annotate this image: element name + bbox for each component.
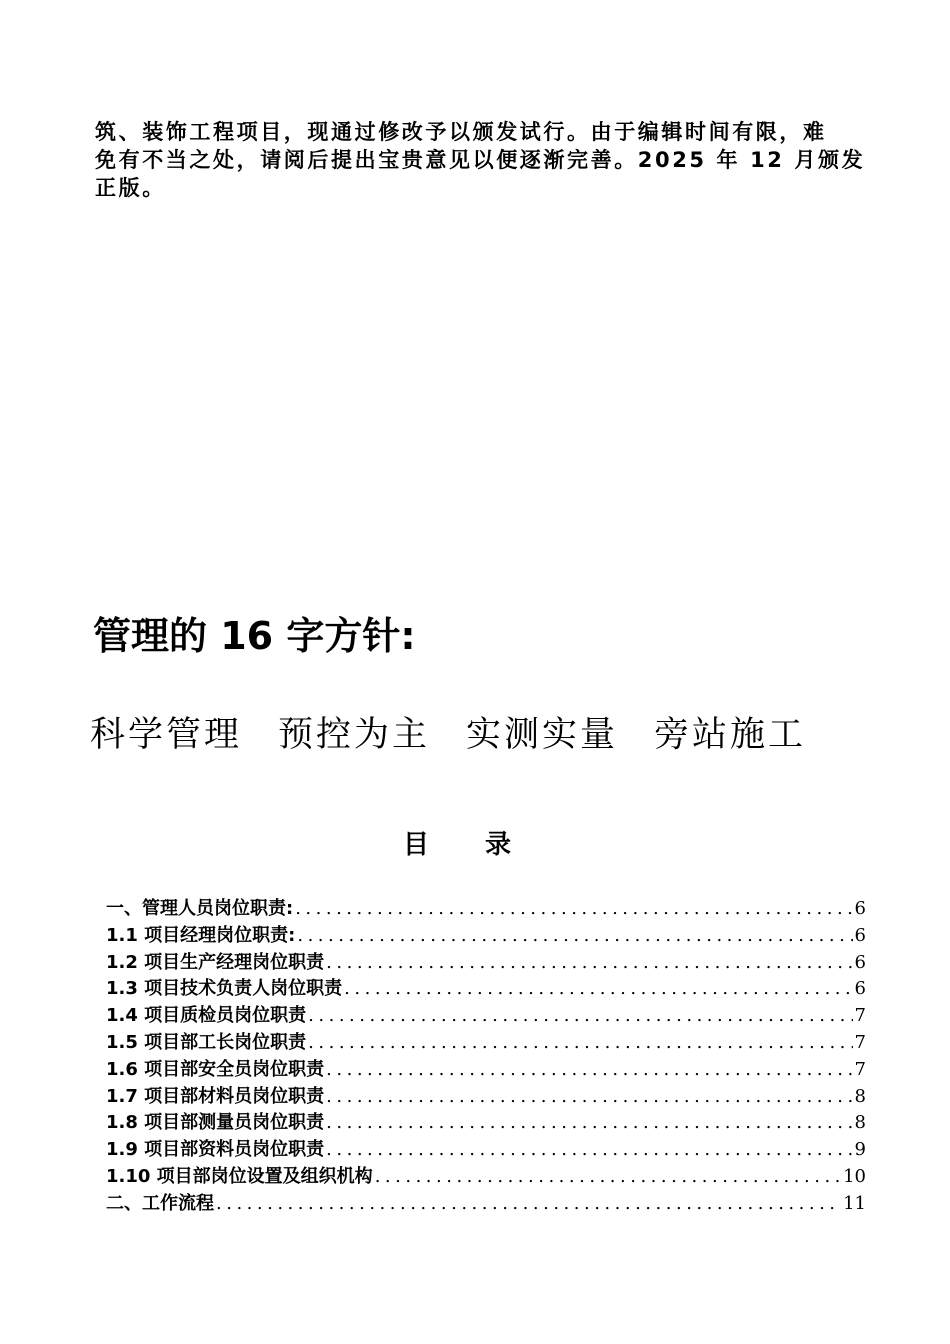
toc-entry-page: 11 — [843, 1192, 866, 1214]
motto-phrases — [90, 712, 806, 758]
toc-entry-label: 1.8 项目部测量员岗位职责 — [106, 1112, 325, 1134]
motto-phrase: 旁站施工 — [654, 715, 807, 755]
toc-heading: 目录 — [402, 830, 567, 860]
toc-entry-label: 1.4 项目质检员岗位职责 — [106, 1005, 307, 1027]
toc-entry[interactable] — [106, 896, 866, 923]
toc-entry[interactable] — [106, 1110, 866, 1137]
toc-dot-leader — [297, 923, 852, 949]
intro-line: 免有不当之处，请阅后提出宝贵意见以便逐渐完善。2025 年 12 月颁发 — [95, 148, 866, 172]
toc-dot-leader — [308, 1003, 852, 1029]
toc-dot-leader — [308, 1030, 852, 1056]
toc-entry-label: 1.1 项目经理岗位职责: — [106, 924, 296, 946]
toc-entry[interactable] — [106, 1084, 866, 1111]
toc-entry-page: 7 — [854, 1031, 866, 1053]
toc-dot-leader — [326, 950, 852, 976]
intro-line: 筑、装饰工程项目，现通过修改予以颁发试行。由于编辑时间有限，难 — [95, 120, 827, 144]
toc-entry-page: 8 — [854, 1112, 866, 1134]
toc-dot-leader — [216, 1191, 841, 1217]
toc-entry-label: 1.6 项目部安全员岗位职责 — [106, 1058, 325, 1080]
toc-entry[interactable] — [106, 1003, 866, 1030]
toc-dot-leader — [326, 1057, 852, 1083]
toc-entry[interactable] — [106, 950, 866, 977]
motto-phrase: 预控为主 — [278, 715, 431, 755]
toc-entry-page: 10 — [843, 1165, 866, 1187]
toc-entry-label: 一、管理人员岗位职责: — [106, 898, 294, 919]
toc-entry[interactable] — [106, 1030, 866, 1057]
motto-phrase: 实测实量 — [466, 715, 619, 755]
toc-dot-leader — [344, 976, 852, 1002]
intro-line: 正版。 — [95, 176, 166, 200]
toc-dot-leader — [326, 1084, 852, 1110]
motto-title: 管理的 16 字方针: — [93, 614, 416, 658]
toc-entry-page: 8 — [854, 1085, 866, 1107]
toc-entry[interactable] — [106, 1137, 866, 1164]
toc-dot-leader — [375, 1164, 841, 1190]
toc-entry-page: 6 — [854, 924, 866, 946]
toc-entry-label: 1.2 项目生产经理岗位职责 — [106, 951, 325, 973]
toc-entry[interactable] — [106, 923, 866, 950]
toc-entry-label: 1.3 项目技术负责人岗位职责 — [106, 978, 343, 1000]
toc-entry-label: 1.9 项目部资料员岗位职责 — [106, 1139, 325, 1161]
toc-entry[interactable] — [106, 976, 866, 1003]
toc-entry[interactable] — [106, 1057, 866, 1084]
toc-entry-label: 1.10 项目部岗位设置及组织机构 — [106, 1165, 373, 1187]
toc-dot-leader — [326, 1137, 852, 1163]
toc-entry-page: 7 — [854, 1058, 866, 1080]
motto-phrase: 科学管理 — [90, 715, 243, 755]
toc-entry-label: 1.7 项目部材料员岗位职责 — [106, 1085, 325, 1107]
toc-entry-page: 6 — [854, 898, 866, 919]
toc-entry-page: 9 — [854, 1139, 866, 1161]
toc-dot-leader — [295, 896, 852, 922]
toc-dot-leader — [326, 1110, 852, 1136]
toc-entry-page: 6 — [854, 978, 866, 1000]
toc-entry[interactable] — [106, 1164, 866, 1191]
table-of-contents — [106, 896, 866, 1218]
toc-entry-page: 6 — [854, 951, 866, 973]
toc-entry-label: 二、工作流程 — [106, 1192, 214, 1214]
toc-entry-label: 1.5 项目部工长岗位职责 — [106, 1031, 307, 1053]
intro-paragraph — [95, 118, 885, 202]
toc-entry-page: 7 — [854, 1005, 866, 1027]
toc-entry[interactable] — [106, 1191, 866, 1218]
